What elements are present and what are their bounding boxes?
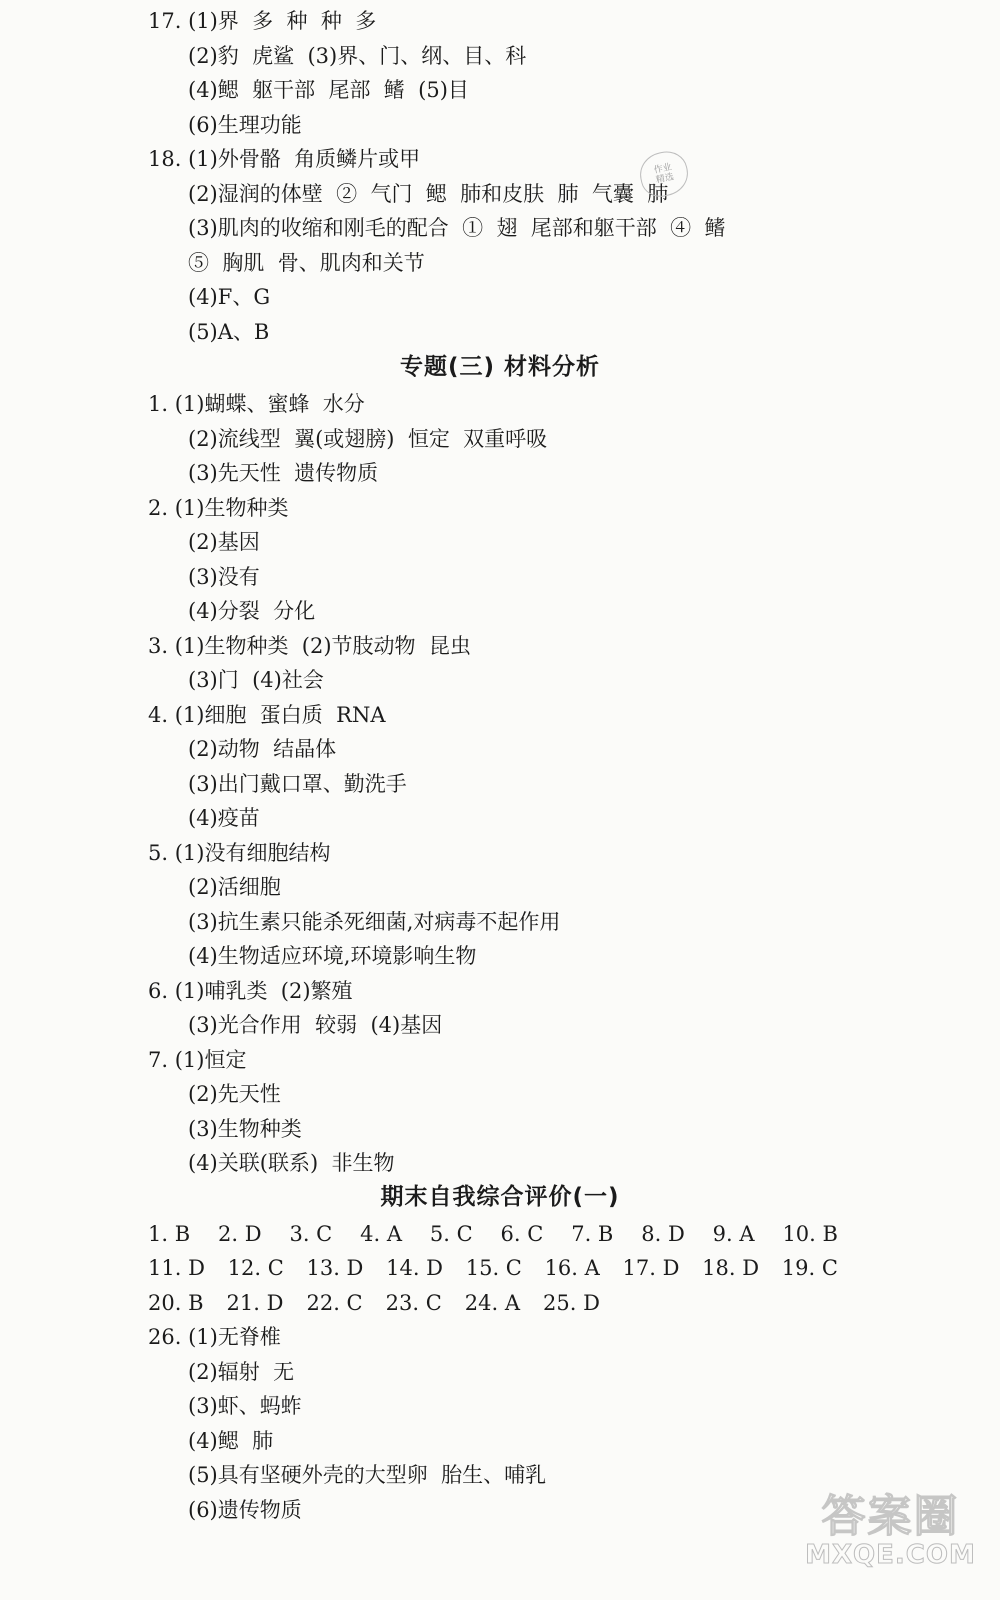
watermark-title: 答案圈 (821, 1491, 960, 1542)
mc-answer: 1. B (148, 1222, 191, 1246)
answer-line-26-1: 26. (1)无脊椎 (148, 1325, 281, 1349)
answer-line-m4-4: (4)疫苗 (188, 806, 260, 830)
answer-line-26-3: (3)虾、蚂蚱 (188, 1394, 302, 1418)
mc-answer: 16. A (544, 1256, 600, 1280)
answer-line-m1-3: (3)先天性 遗传物质 (188, 461, 379, 485)
mc-answer: 3. C (289, 1222, 333, 1246)
answer-line-m3-1: 3. (1)生物种类 (2)节肢动物 昆虫 (148, 634, 471, 658)
answer-line-m5-3: (3)抗生素只能杀死细菌,对病毒不起作用 (188, 910, 561, 934)
answer-line-18-6: (5)A、B (188, 320, 270, 344)
mc-answer: 7. B (571, 1222, 614, 1246)
answer-line-m2-1: 2. (1)生物种类 (148, 496, 289, 520)
answer-line-m2-4: (4)分裂 分化 (188, 599, 316, 623)
answer-line-m5-2: (2)活细胞 (188, 875, 281, 899)
mc-answer: 19. C (781, 1256, 838, 1280)
mc-answer: 23. C (385, 1291, 442, 1315)
mc-answer: 24. A (464, 1291, 521, 1315)
answer-line-17-4: (6)生理功能 (188, 113, 302, 137)
answer-line-m7-1: 7. (1)恒定 (148, 1048, 247, 1072)
answer-line-m2-3: (3)没有 (188, 565, 260, 589)
answer-line-m7-2: (2)先天性 (188, 1082, 281, 1106)
answer-line-26-4: (4)鳃 肺 (188, 1429, 274, 1453)
section-heading-final-review: 期末自我综合评价(一) (380, 1184, 620, 1210)
answer-line-18-5: (4)F、G (188, 285, 271, 309)
stamp-line-1: 作业 (653, 162, 673, 176)
mc-answer: 11. D (148, 1256, 205, 1280)
answer-line-m7-3: (3)生物种类 (188, 1117, 302, 1141)
mc-answer: 5. C (429, 1222, 473, 1246)
answer-line-m6-1: 6. (1)哺乳类 (2)繁殖 (148, 979, 353, 1003)
answer-line-m4-3: (3)出门戴口罩、勤洗手 (188, 772, 407, 796)
mc-answer: 12. C (227, 1256, 284, 1280)
mc-row-1 (148, 1221, 838, 1247)
mc-answer: 10. B (782, 1222, 838, 1246)
answer-line-m4-2: (2)动物 结晶体 (188, 737, 337, 761)
mc-answer: 18. D (702, 1256, 760, 1280)
mc-answer: 20. B (148, 1291, 204, 1315)
answer-line-m5-4: (4)生物适应环境,环境影响生物 (188, 944, 477, 968)
answer-line-m1-2: (2)流线型 翼(或翅膀) 恒定 双重呼吸 (188, 427, 548, 451)
answer-line-26-6: (6)遗传物质 (188, 1498, 302, 1522)
answer-line-m4-1: 4. (1)细胞 蛋白质 RNA (148, 703, 386, 727)
mc-answer: 8. D (641, 1222, 685, 1246)
mc-answer: 14. D (386, 1256, 444, 1280)
mc-answer: 21. D (226, 1291, 284, 1315)
mc-answer: 22. C (306, 1291, 363, 1315)
watermark-logo (803, 1480, 978, 1570)
mc-answer: 4. A (360, 1222, 403, 1246)
mc-answer: 13. D (306, 1256, 364, 1280)
answer-line-18-1: 18. (1)外骨骼 角质鳞片或甲 (148, 147, 421, 171)
watermark-url: MXQE.COM (805, 1540, 976, 1570)
answer-line-18-4: ⑤ 胸肌 骨、肌肉和关节 (188, 251, 425, 275)
answer-line-m2-2: (2)基因 (188, 530, 260, 554)
answer-line-m6-2: (3)光合作用 较弱 (4)基因 (188, 1013, 443, 1037)
answer-line-18-3: (3)肌肉的收缩和刚毛的配合 ① 翅 尾部和躯干部 ④ 鳍 (188, 216, 726, 240)
answer-line-17-3: (4)鳃 躯干部 尾部 鳍 (5)目 (188, 78, 469, 102)
answer-line-18-2: (2)湿润的体壁 ② 气门 鳃 肺和皮肤 肺 气囊 肺 (188, 182, 669, 206)
answer-line-26-5: (5)具有坚硬外壳的大型卵 胎生、哺乳 (188, 1463, 547, 1487)
mc-answer: 9. A (712, 1222, 755, 1246)
mc-answer: 17. D (622, 1256, 680, 1280)
mc-answer: 6. C (500, 1222, 544, 1246)
mc-row-2 (148, 1255, 838, 1281)
mc-answer: 15. C (465, 1256, 522, 1280)
answer-line-17-1: 17. (1)界 多 种 种 多 (148, 9, 377, 33)
mc-answer: 25. D (543, 1291, 600, 1315)
answer-line-m7-4: (4)关联(联系) 非生物 (188, 1151, 395, 1175)
stamp-line-2: 精选 (655, 172, 675, 186)
answer-line-26-2: (2)辐射 无 (188, 1360, 295, 1384)
section-heading-topic-3: 专题(三) 材料分析 (399, 354, 601, 380)
answer-line-17-2: (2)豹 虎鲨 (3)界、门、纲、目、科 (188, 44, 527, 68)
mc-answer: 2. D (218, 1222, 262, 1246)
answer-line-m1-1: 1. (1)蝴蝶、蜜蜂 水分 (148, 392, 365, 416)
answer-line-m5-1: 5. (1)没有细胞结构 (148, 841, 331, 865)
mc-row-3 (148, 1290, 600, 1316)
answer-line-m3-2: (3)门 (4)社会 (188, 668, 324, 692)
